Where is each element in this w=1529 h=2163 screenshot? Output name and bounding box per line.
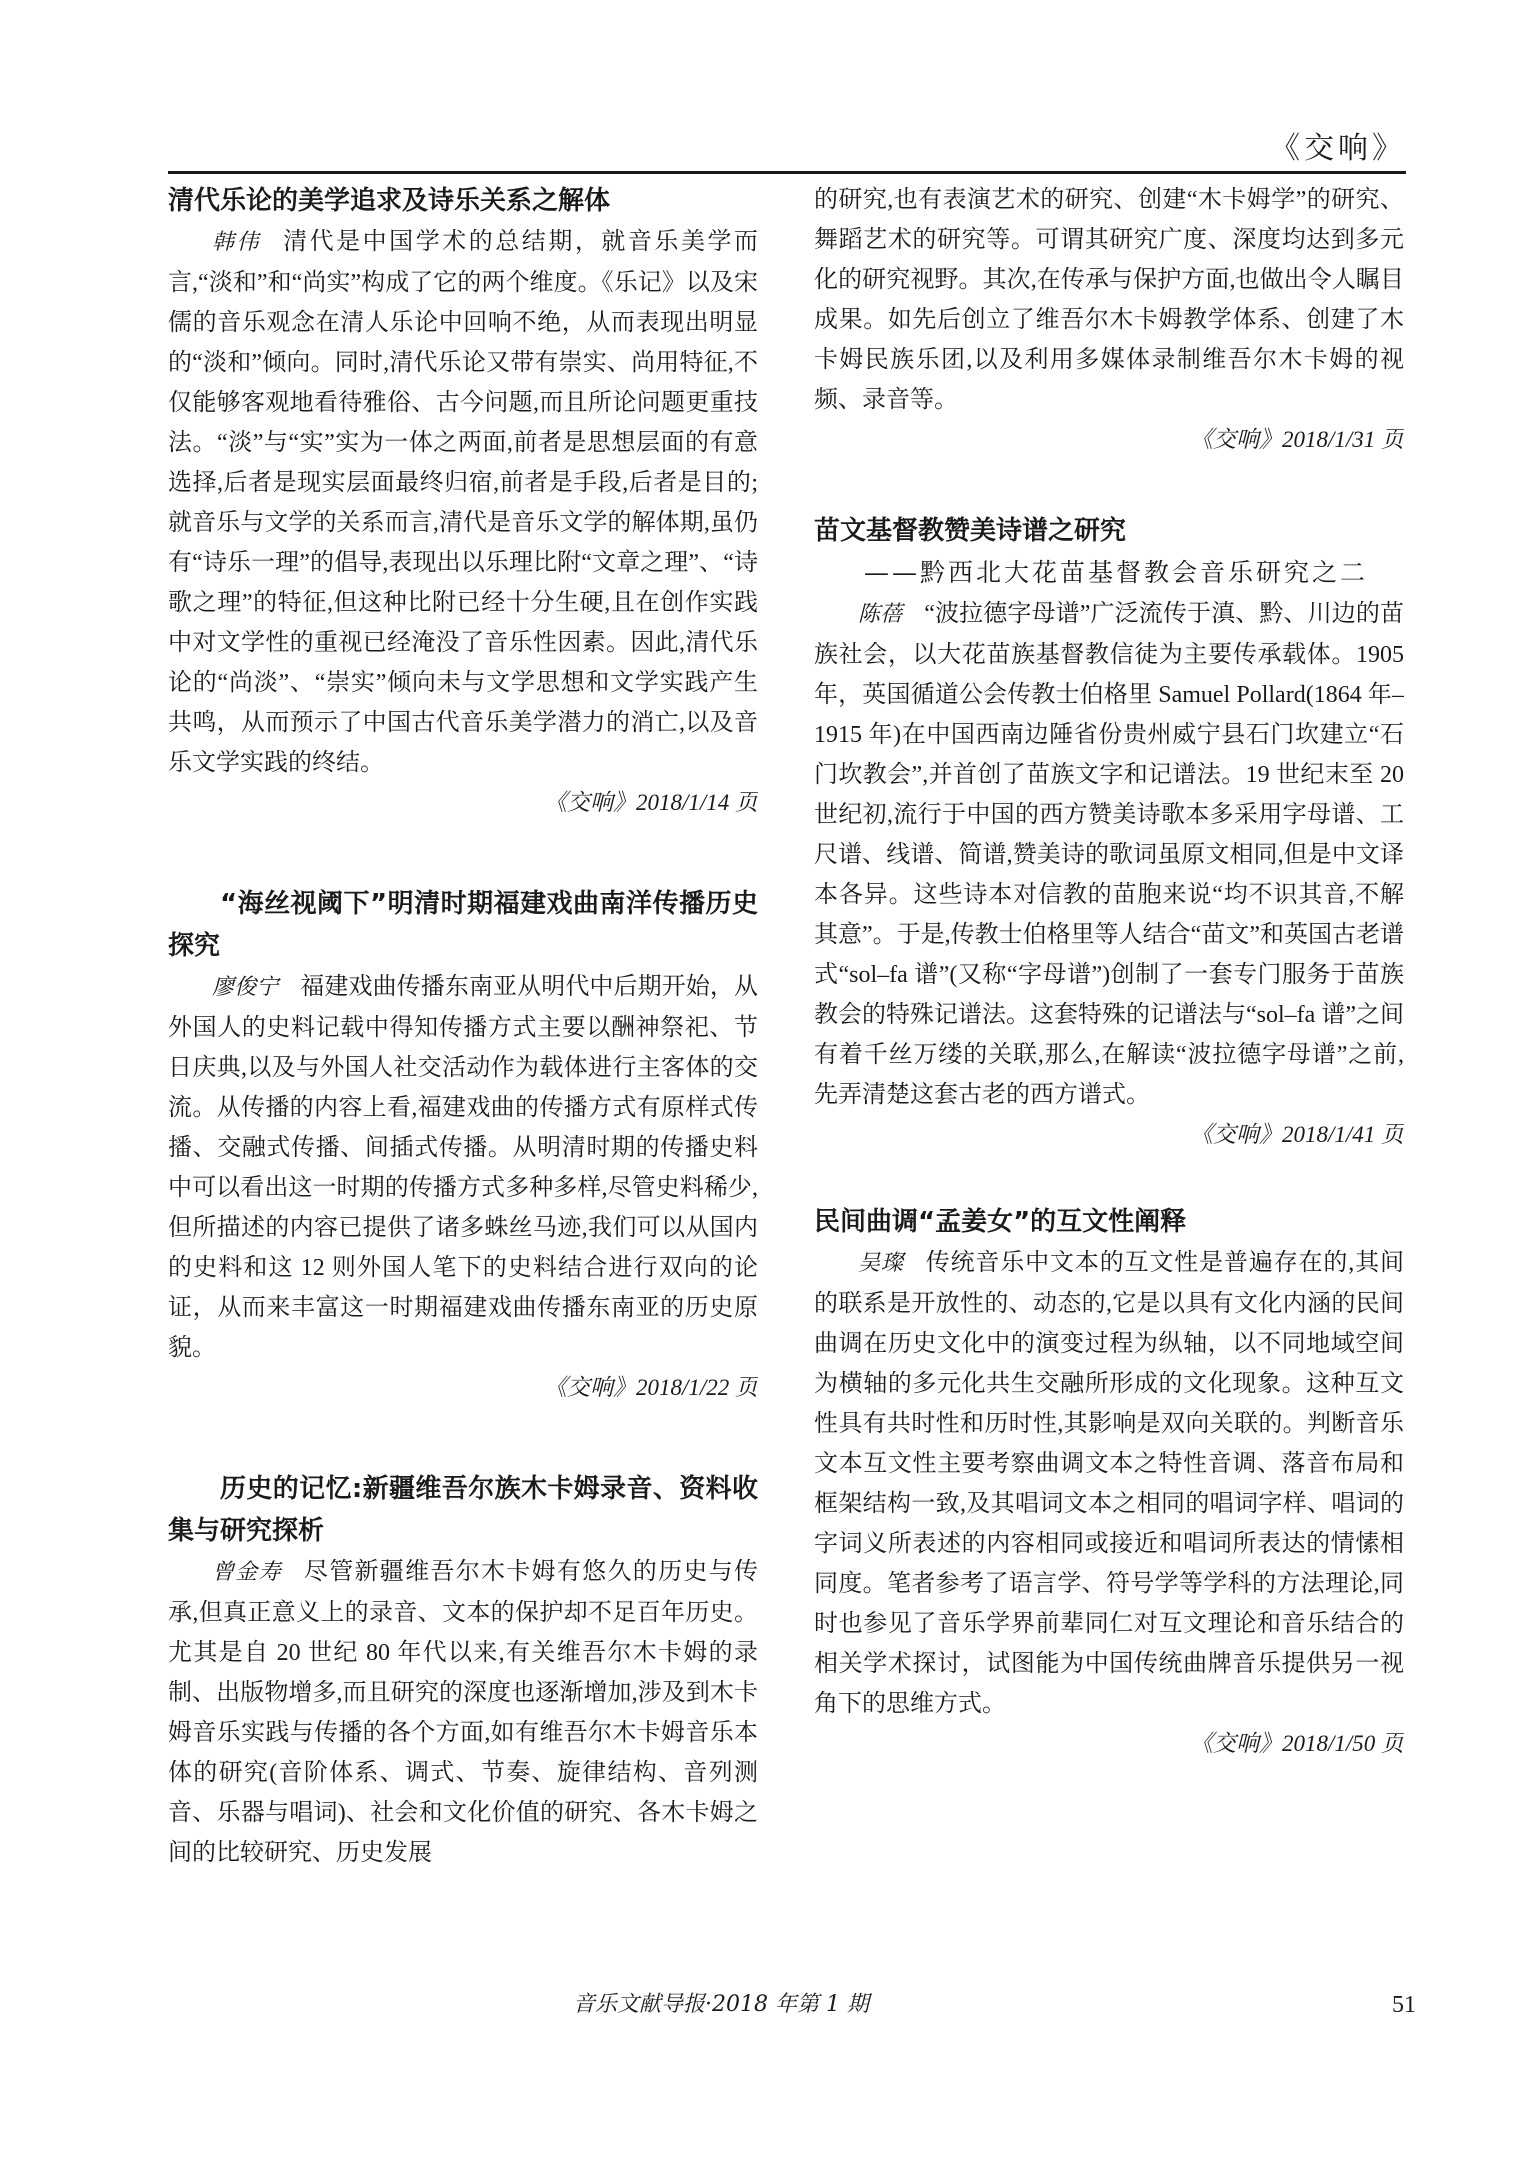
article-source: 《交响》2018/1/50 页 — [1189, 1731, 1404, 1756]
article-meng-jiangnu — [814, 1201, 1404, 1764]
article-abstract — [814, 1243, 1404, 1724]
article-source: 《交响》2018/1/41 页 — [1189, 1122, 1404, 1147]
article-abstract — [168, 967, 758, 1368]
article-body: 尽管新疆维吾尔木卡姆有悠久的历史与传承,但真正意义上的录音、文本的保护却不足百年历史。尤其是自 20 世纪 80 年代以来,有关维吾尔木卡姆的录制、出版物增多,而且研究的深度也逐渐增加,涉及到木卡姆音乐实践与传播的各个方面,如有维吾尔木卡姆音乐本体的研究(音阶体系、调式、节奏、旋律结构、音列测音、乐器与唱词)、社会和文化价值的研究、各木卡姆之间的比较研究、历史发展 — [168, 1559, 758, 1866]
article-source: 《交响》2018/1/14 页 — [543, 790, 758, 815]
article-abstract — [814, 594, 1404, 1115]
article-muqam-part2 — [814, 180, 1404, 460]
article-body: 清代是中国学术的总结期，就音乐美学而言,“淡和”和“尚实”构成了它的两个维度。《乐记》以及宋儒的音乐观念在清人乐论中回响不绝，从而表现出明显的“淡和”倾向。同时,清代乐论又带有崇实、尚用特征,不仅能够客观地看待雅俗、古今问题,而且所论问题更重技法。“淡”与“实”实为一体之两面,前者是思想层面的有意选择,后者是现实层面最终归宿,前者是手段,后者是目的;就音乐与文学的关系而言,清代是音乐文学的解体期,虽仍有“诗乐一理”的倡导,表现出以乐理比附“文章之理”、“诗歌之理”的特征,但这种比附已经十分生硬,且在创作实践中对文学性的重视已经淹没了音乐性因素。因此,清代乐论的“尚淡”、“崇实”倾向未与文学思想和文学实践产生共鸣，从而预示了中国古代音乐美学潜力的消亡,以及音乐文学实践的终结。 — [168, 229, 758, 776]
article-muqam-part1 — [168, 1468, 758, 1873]
footer-journal-issue: 音乐文献导报·2018 年第 1 期 — [573, 1992, 869, 2017]
right-column — [814, 180, 1404, 1970]
article-body-continued: 的研究,也有表演艺术的研究、创建“木卡姆学”的研究、舞蹈艺术的研究等。可谓其研究广度、深度均达到多元化的研究视野。其次,在传承与保护方面,也做出令人瞩目成果。如先后创立了维吾尔木卡姆教学体系、创建了木卡姆民族乐团,以及利用多媒体录制维吾尔木卡姆的视频、录音等。 — [814, 187, 1404, 413]
article-body: 福建戏曲传播东南亚从明代中后期开始，从外国人的史料记载中得知传播方式主要以酬神祭祀、节日庆典,以及与外国人社交活动作为载体进行主客体的交流。从传播的内容上看,福建戏曲的传播方式有原样式传播、交融式传播、间插式传播。从明清时期的传播史料中可以看出这一时期的传播方式多种多样,尽管史料稀少,但所描述的内容已提供了诸多蛛丝马迹,我们可以从国内的史料和这 12 则外国人笔下的史料结合进行双向的论证，从而来丰富这一时期福建戏曲传播东南亚的历史原貌。 — [168, 974, 758, 1361]
article-abstract — [168, 222, 758, 783]
left-column — [168, 180, 758, 1970]
article-author: 陈蓓 — [858, 602, 903, 627]
article-body: 传统音乐中文本的互文性是普遍存在的,其间的联系是开放性的、动态的,它是以具有文化内涵的民间曲调在历史文化中的演变过程为纵轴，以不同地域空间为横轴的多元化共生交融所形成的文化现象。这种互文性具有共时性和历时性,其影响是双向关联的。判断音乐文本互文性主要考察曲调文本之特性音调、落音布局和框架结构一致,及其唱词文本之相同的唱词字样、唱词的字词义所表述的内容相同或接近和唱词所表达的情愫相同度。笔者参考了语言学、符号学等学科的方法理论,同时也参见了音乐学界前辈同仁对互文理论和音乐结合的相关学术探讨，试图能为中国传统曲牌音乐提供另一视角下的思维方式。 — [814, 1250, 1404, 1717]
subtitle-dash: —— — [864, 558, 920, 587]
header-rule — [168, 171, 1406, 174]
article-title: “海丝视阈下”明清时期福建戏曲南洋传播历史探究 — [168, 889, 758, 961]
spacer — [168, 823, 758, 883]
article-author: 曾金寿 — [212, 1560, 282, 1585]
article-title: 民间曲调“孟姜女”的互文性阐释 — [814, 1207, 1187, 1237]
article-abstract — [168, 1552, 758, 1873]
subtitle-text: 黔西北大花苗基督教会音乐研究之二 — [920, 558, 1369, 587]
article-title: 清代乐论的美学追求及诗乐关系之解体 — [168, 186, 611, 216]
article-subtitle — [814, 552, 1404, 594]
footer-page-number: 51 — [1392, 1992, 1416, 2018]
article-author: 韩伟 — [212, 230, 262, 255]
article-qing-music-aesthetics — [168, 180, 758, 823]
article-miao-hymns — [814, 510, 1404, 1155]
spacer — [814, 460, 1404, 510]
article-author: 吴璨 — [858, 1251, 904, 1276]
article-body: “波拉德字母谱”广泛流传于滇、黔、川边的苗族社会，以大花苗族基督教信徒为主要传承载体。1905 年，英国循道公会传教士伯格里 Samuel Pollard(1864 年–1915 年)在中国西南边陲省份贵州威宁县石门坎建立“石门坎教会”,并首创了苗族文字和记谱法。19 世纪末至 20 世纪初,流行于中国的西方赞美诗歌本多采用字母谱、工尺谱、线谱、简谱,赞美诗的歌词虽原文相同,但是中文译本各异。这些诗本对信教的苗胞来说“均不识其音,不解其意”。于是,传教士伯格里等人结合“苗文”和英国古老谱式“sol–fa 谱”(又称“字母谱”)创制了一套专门服务于苗族教会的特殊记谱法。这套特殊的记谱法与“sol–fa 谱”之间有着千丝万缕的关联,那么,在解读“波拉德字母谱”之前,先弄清楚这套古老的西方谱式。 — [814, 601, 1404, 1108]
spacer — [814, 1155, 1404, 1201]
article-source: 《交响》2018/1/22 页 — [543, 1375, 758, 1400]
article-title: 历史的记忆:新疆维吾尔族木卡姆录音、资料收集与研究探析 — [168, 1474, 758, 1546]
spacer — [168, 1408, 758, 1468]
article-author: 廖俊宁 — [212, 975, 279, 1000]
article-fujian-opera — [168, 883, 758, 1408]
running-header-journal: 《交响》 — [1270, 131, 1406, 166]
article-title: 苗文基督教赞美诗谱之研究 — [814, 516, 1127, 546]
article-source: 《交响》2018/1/31 页 — [1189, 427, 1404, 452]
